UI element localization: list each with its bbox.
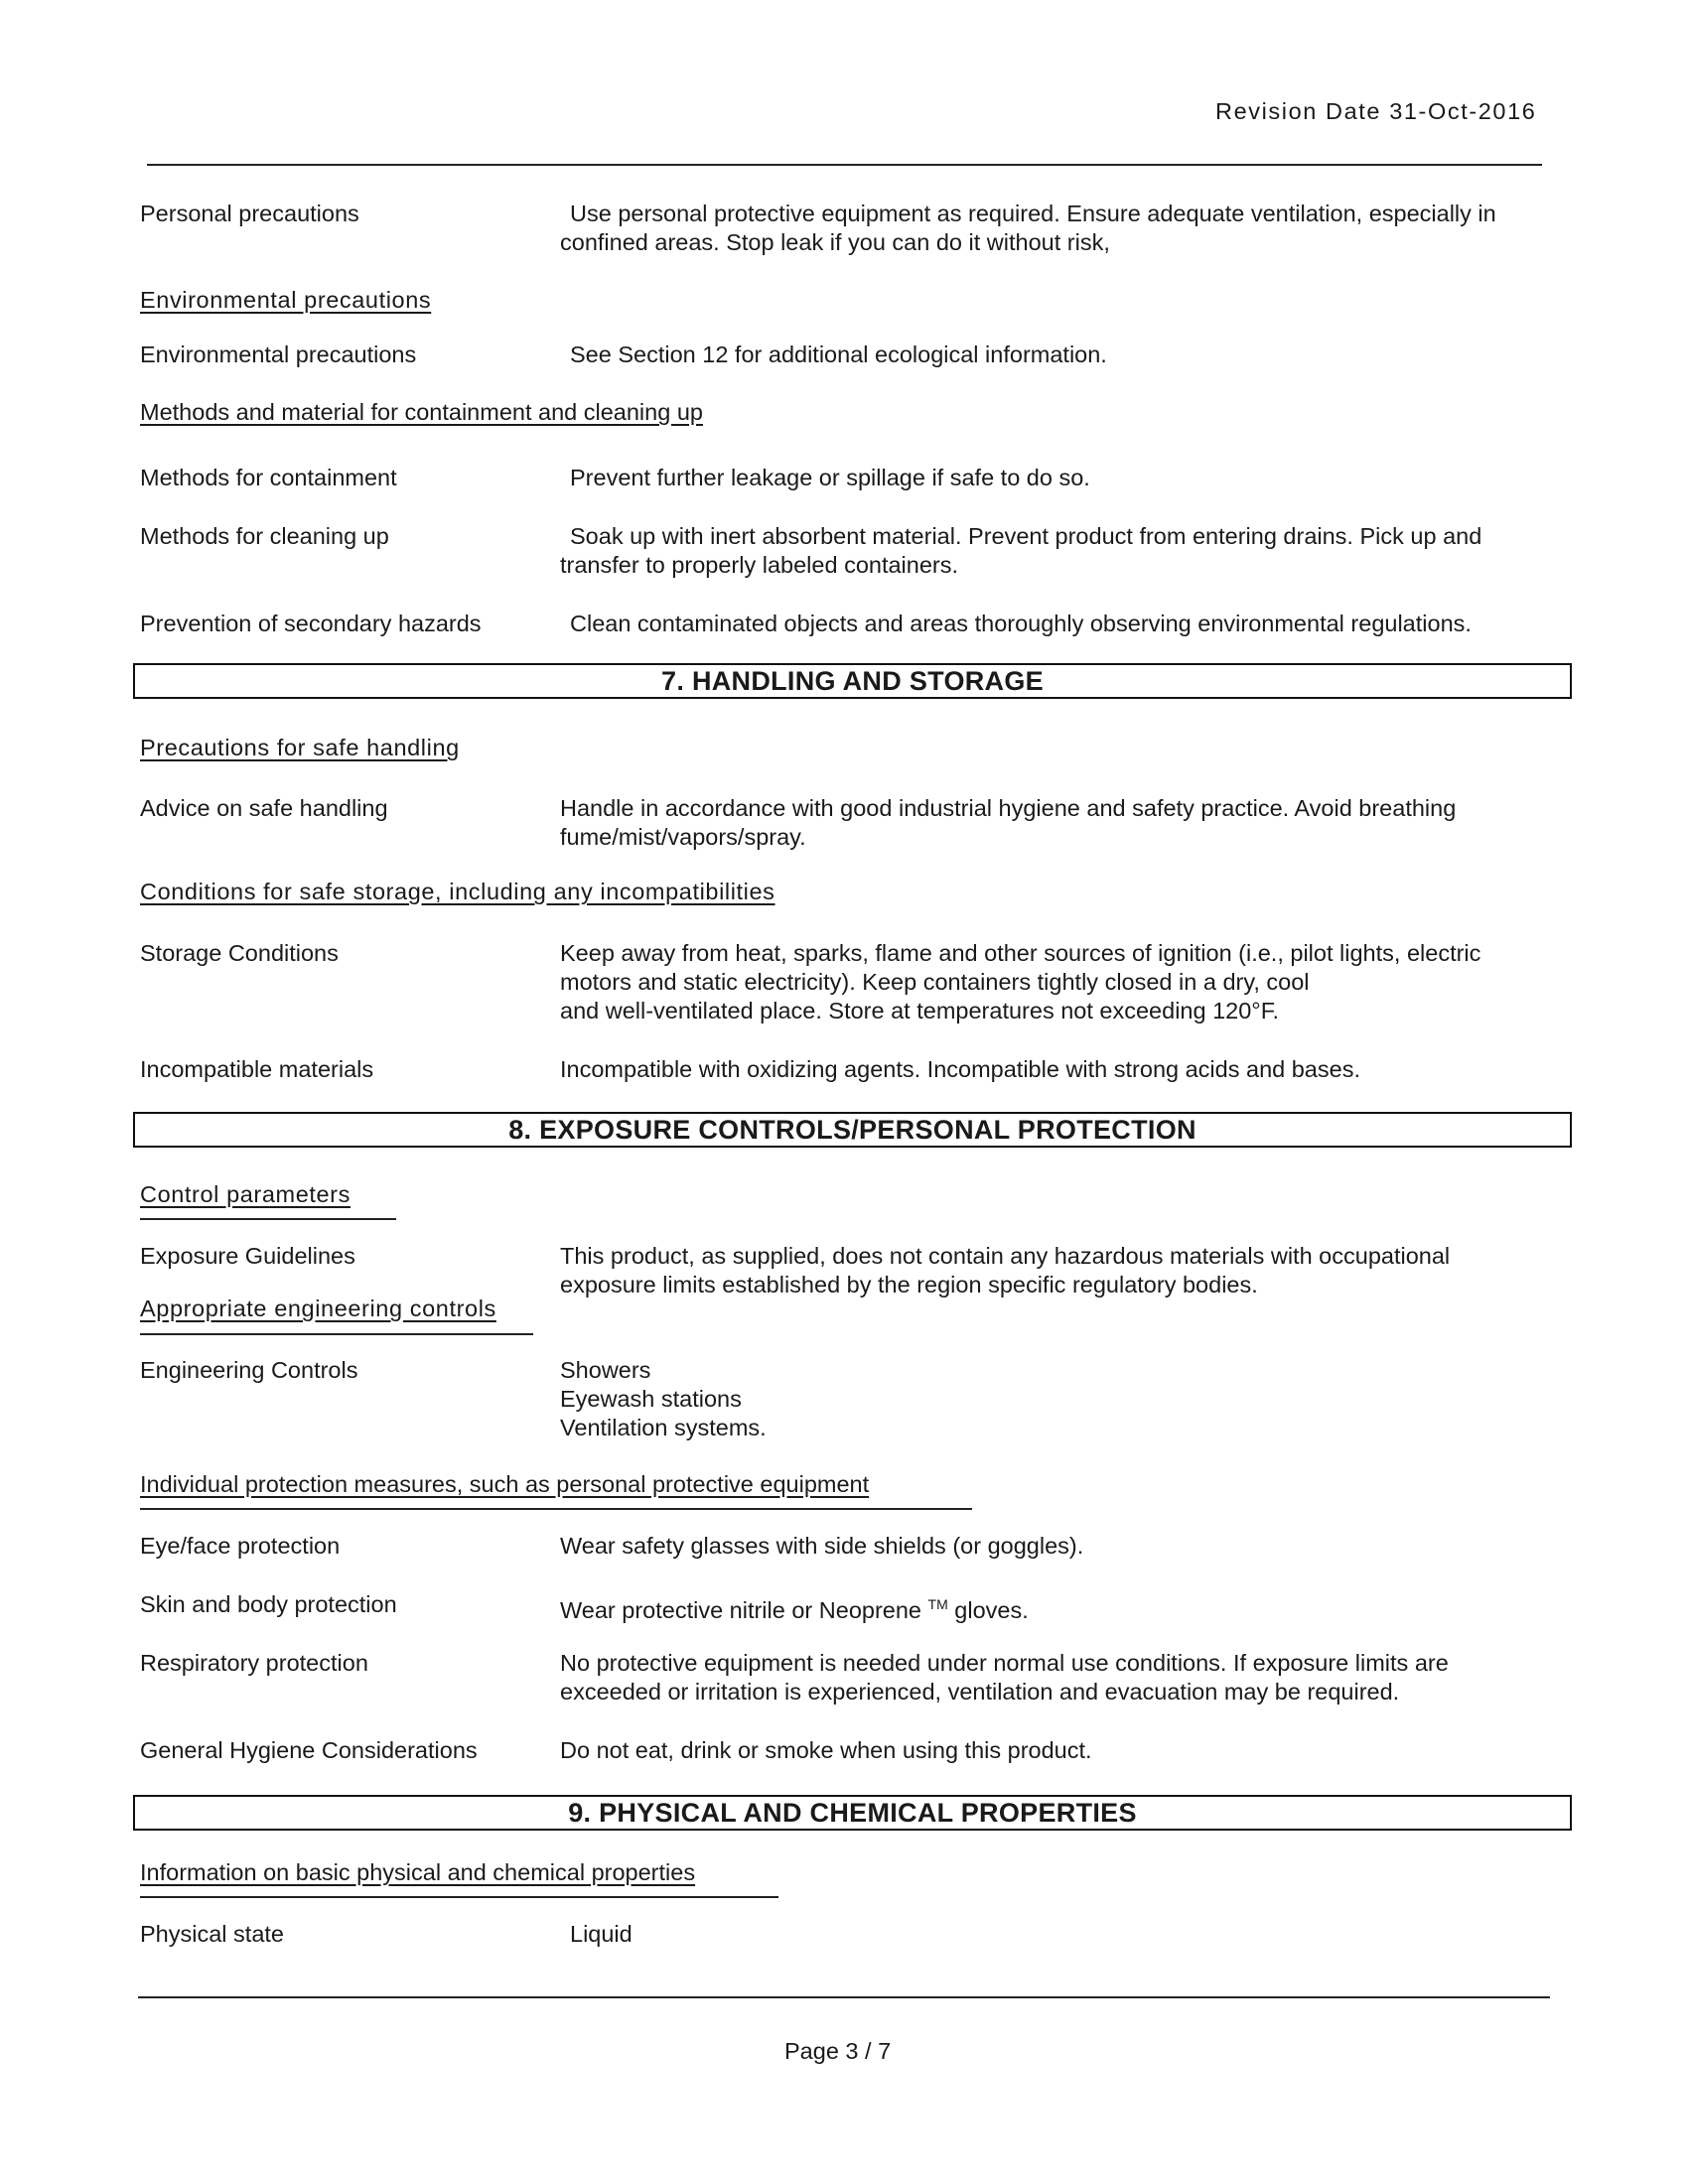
- exposure-line2: exposure limits established by the region specific regulatory bodies.: [560, 1272, 1258, 1297]
- cleaning-line1: Soak up with inert absorbent material. Prevent product from entering drains. Pick up and: [570, 523, 1482, 549]
- trademark-mark: TM: [927, 1596, 948, 1612]
- engineering-heading: Appropriate engineering controls: [140, 1296, 496, 1321]
- eye-protection-label: Eye/face protection: [140, 1533, 341, 1559]
- engineering-label: Engineering Controls: [140, 1357, 358, 1383]
- control-parameters-heading: Control parameters: [140, 1181, 351, 1207]
- control-parameters-underline: [140, 1218, 396, 1220]
- safe-storage-heading: Conditions for safe storage, including any incompatibilities: [140, 879, 775, 904]
- page-number: Page 3 / 7: [784, 2038, 892, 2064]
- cleaning-label: Methods for cleaning up: [140, 523, 389, 549]
- individual-protection-underline: [140, 1508, 972, 1510]
- hygiene-label: General Hygiene Considerations: [140, 1737, 478, 1763]
- respiratory-line2: exceeded or irritation is experienced, ventilation and evacuation may be required.: [560, 1679, 1400, 1705]
- exposure-line1: This product, as supplied, does not contain any hazardous materials with occupational: [560, 1243, 1451, 1269]
- footer-divider: [138, 1996, 1550, 1998]
- storage-line3: and well-ventilated place. Store at temperatures not exceeding 120°F.: [560, 998, 1279, 1024]
- incompatible-label: Incompatible materials: [140, 1056, 374, 1082]
- skin-protection-suffix: gloves.: [947, 1596, 1029, 1623]
- containment-label: Methods for containment: [140, 465, 397, 490]
- incompatible-value: Incompatible with oxidizing agents. Incompatible with strong acids and bases.: [560, 1056, 1360, 1082]
- section-9-title: 9. PHYSICAL AND CHEMICAL PROPERTIES: [133, 1795, 1572, 1831]
- exposure-label: Exposure Guidelines: [140, 1243, 355, 1269]
- skin-protection-label: Skin and body protection: [140, 1591, 397, 1617]
- containment-heading: Methods and material for containment and cleaning up: [140, 399, 703, 425]
- engineering-underline: [140, 1333, 533, 1335]
- respiratory-line1: No protective equipment is needed under normal use conditions. If exposure limits are: [560, 1650, 1449, 1676]
- basic-properties-underline: [140, 1896, 778, 1898]
- containment-value: Prevent further leakage or spillage if safe to do so.: [570, 465, 1090, 490]
- hygiene-value: Do not eat, drink or smoke when using this product.: [560, 1737, 1092, 1763]
- header-divider: [147, 164, 1542, 166]
- environmental-value: See Section 12 for additional ecological information.: [570, 341, 1107, 367]
- safe-handling-heading: Precautions for safe handling: [140, 735, 460, 760]
- respiratory-label: Respiratory protection: [140, 1650, 368, 1676]
- skin-protection-text: Wear protective nitrile or Neoprene: [560, 1596, 921, 1623]
- revision-date: Revision Date 31-Oct-2016: [1215, 98, 1537, 124]
- storage-line2: motors and static electricity). Keep containers tightly closed in a dry, cool: [560, 969, 1310, 995]
- advice-label: Advice on safe handling: [140, 795, 388, 821]
- storage-line1: Keep away from heat, sparks, flame and other sources of ignition (i.e., pilot lights, electric: [560, 940, 1481, 966]
- physical-state-label: Physical state: [140, 1921, 284, 1947]
- cleaning-line2: transfer to properly labeled containers.: [560, 552, 959, 578]
- engineering-item: Showers: [560, 1357, 651, 1383]
- section-7-title: 7. HANDLING AND STORAGE: [133, 663, 1572, 699]
- skin-protection-value: [560, 1590, 1029, 1625]
- personal-precautions-line1: Use personal protective equipment as required. Ensure adequate ventilation, especially in: [570, 201, 1496, 226]
- engineering-item: Ventilation systems.: [560, 1415, 767, 1440]
- eye-protection-value: Wear safety glasses with side shields (or goggles).: [560, 1533, 1084, 1559]
- section-8-title: 8. EXPOSURE CONTROLS/PERSONAL PROTECTION: [133, 1112, 1572, 1148]
- personal-precautions-label: Personal precautions: [140, 201, 359, 226]
- advice-line1: Handle in accordance with good industrial hygiene and safety practice. Avoid breathing: [560, 795, 1457, 821]
- individual-protection-heading: Individual protection measures, such as personal protective equipment: [140, 1471, 870, 1497]
- secondary-hazards-label: Prevention of secondary hazards: [140, 611, 482, 636]
- environmental-heading: Environmental precautions: [140, 287, 432, 313]
- physical-state-value: Liquid: [570, 1921, 633, 1947]
- advice-line2: fume/mist/vapors/spray.: [560, 824, 806, 850]
- secondary-hazards-value: Clean contaminated objects and areas thoroughly observing environmental regulations.: [570, 611, 1472, 636]
- engineering-item: Eyewash stations: [560, 1386, 742, 1412]
- basic-properties-heading: Information on basic physical and chemical properties: [140, 1859, 696, 1885]
- environmental-label: Environmental precautions: [140, 341, 417, 367]
- storage-label: Storage Conditions: [140, 940, 339, 966]
- personal-precautions-line2: confined areas. Stop leak if you can do it without risk,: [560, 229, 1110, 255]
